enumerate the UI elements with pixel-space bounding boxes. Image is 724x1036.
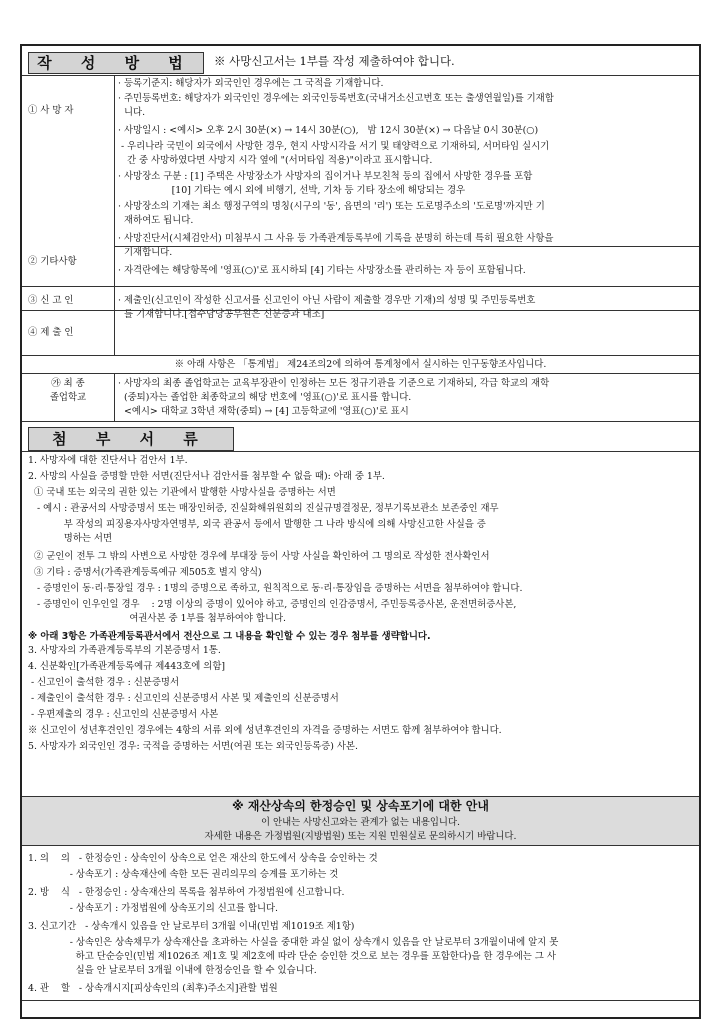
divider	[22, 286, 699, 287]
attachment-line: - 예시 : 관공서의 사망증명서 또는 매장인허증, 진실화해위원회의 진실규명결정문, 정부기록보관소 보존중인 재무	[28, 503, 499, 514]
divider	[22, 310, 699, 311]
column-divider	[114, 373, 115, 421]
inheritance-line: - 상속포기 : 가정법원에 상속포기의 신고를 합니다.	[28, 903, 279, 914]
instruction-line: · 제출인(신고인이 작성한 신고서를 신고인이 아닌 사람이 제출할 경우만 기재)의 성명 및 주민등록번호	[118, 295, 536, 306]
attachments-title: 첨 부 서 류	[28, 427, 234, 451]
attachment-line: - 신고인이 출석한 경우 : 신분증명서	[28, 677, 179, 688]
instruction-line: · 자격란에는 해당항목에 '영표(○)'로 표시하되 [4] 기타는 사망장소를 관리하는 자 등이 포함됩니다.	[118, 265, 526, 276]
attachment-line: ※ 아래 3항은 가족관계등록관서에서 전산으로 그 내용을 확인할 수 있는 경우 첨부를 생략합니다.	[28, 631, 431, 642]
attachment-line: - 우편제출의 경우 : 신고인의 신분증명서 사본	[28, 709, 219, 720]
label-final-school: ㉮ 최 종	[51, 378, 85, 389]
column-divider	[114, 75, 115, 355]
inheritance-line: 1. 의 의 - 한정승인 : 상속인이 상속으로 얻은 재산의 한도에서 상속을 승인하는 것	[28, 853, 378, 864]
instruction-line: - 우리나라 국민이 외국에서 사망한 경우, 현지 사망시각을 서기 및 태양력으로 기재하되, 서머타임 실시기	[118, 141, 550, 152]
inheritance-line: 실을 안 날로부터 3개월 이내에 한정승인을 할 수 있습니다.	[28, 965, 317, 976]
attachment-line: 1. 사망자에 대한 진단서나 검안서 1부.	[28, 455, 188, 466]
submission-note: ※ 사망신고서는 1부를 작성 제출하여야 합니다.	[214, 54, 455, 68]
label-final-school-2: 졸업학교	[49, 392, 87, 403]
instruction-line: · 사망일시 : <예시> 오후 2시 30분(×) → 14시 30분(○), 밤 12시 30분(×) → 다음날 0시 30분(○)	[118, 125, 539, 136]
attachment-line: 부 작성의 피징용자사망자연명부, 외국 관공서 등에서 발행한 그 나라 방식에 의해 사망신고한 사실을 증	[28, 519, 486, 530]
attachment-line: ※ 신고인이 성년후견인인 경우에는 4항의 서류 외에 성년후견인의 자격을 증명하는 서면도 함께 첨부하여야 합니다.	[28, 725, 502, 736]
statistics-note: ※ 아래 사항은 「통계법」 제24조의2에 의하여 통계청에서 실시하는 인구동향조사입니다.	[174, 359, 547, 370]
divider	[22, 373, 699, 374]
divider	[22, 845, 699, 846]
instruction-line: · 사망장소의 기재는 최소 행정구역의 명칭(시구의 '동', 읍면의 '리') 또는 도로명주소의 '도로명'까지만 기	[118, 201, 545, 212]
instruction-line: 간 중 사망하였다면 사망지 시각 옆에 "(서머타임 적용)"이라고 표시합니다.	[118, 155, 433, 166]
instruction-line: 재하여도 됩니다.	[118, 215, 194, 226]
attachment-line: ② 군인이 전투 그 밖의 사변으로 사망한 경우에 부대장 등이 사망 사실을 확인하여 그 명의로 작성한 전사확인서	[28, 551, 490, 562]
form-frame	[20, 44, 701, 1019]
inheritance-line: - 상속인은 상속채무가 상속재산을 초과하는 사실을 중대한 과실 없이 상속개시 있음을 안 날로부터 3개월이내에 알지 못	[28, 937, 559, 948]
attachment-line: ③ 기타 : 증명서(가족관계등록예규 제505호 별지 양식)	[28, 567, 262, 578]
inheritance-line: - 상속포기 : 상속재산에 속한 모든 권리의무의 승계를 포기하는 것	[28, 869, 339, 880]
inheritance-line: 3. 신고기간 - 상속개시 있음을 안 날로부터 3개월 이내(민법 제1019조 제1항)	[28, 921, 355, 932]
attachment-line: 5. 사망자가 외국인인 경우: 국적을 증명하는 서면(여권 또는 외국인등록증) 사본.	[28, 741, 358, 752]
label-submitter: ④ 제 출 인	[28, 327, 74, 338]
education-line: (중퇴)자는 졸업한 최종학교의 해당 번호에 '영표(○)'로 표시를 합니다.	[118, 392, 412, 403]
education-line: <예시> 대학교 3학년 재학(중퇴) → [4] 고등학교에 '영표(○)'로 표시	[118, 406, 409, 417]
inheritance-line: 하고 단순승인(민법 제1026조 제1호 및 제2호에 따라 단순 승인한 것으로 보는 경우를 포함한다)을 한 경우에는 그 사	[28, 951, 556, 962]
label-deceased: ① 사 망 자	[28, 105, 74, 116]
label-reporter: ③ 신 고 인	[28, 295, 74, 306]
divider	[22, 355, 699, 356]
attachment-line: 여권사본 중 1부를 첨부하여야 합니다.	[28, 613, 287, 624]
instruction-line: · 주민등록번호: 해당자가 외국인인 경우에는 외국인등록번호(국내거소신고번호 또는 출생연월일)를 기재합	[118, 93, 554, 104]
instruction-line: · 등록기준지: 해당자가 외국인인 경우에는 그 국적을 기재합니다.	[118, 78, 384, 89]
inheritance-heading: ※ 재산상속의 한정승인 및 상속포기에 대한 안내	[232, 799, 489, 813]
divider	[22, 75, 699, 76]
inheritance-sub2: 자세한 내용은 가정법원(지방법원) 또는 지원 민원실로 문의하시기 바랍니다.	[204, 831, 517, 842]
divider	[114, 246, 699, 247]
instruction-line: 를 기재합니다.[접수담당공무원은 신분증과 대조]	[118, 309, 325, 320]
attachment-line: 2. 사망의 사실을 증명할 만한 서면(진단서나 검안서를 첨부할 수 없을 때): 아래 중 1부.	[28, 471, 385, 482]
writing-method-title: 작 성 방 법	[28, 52, 204, 74]
attachment-line: ① 국내 또는 외국의 권한 있는 기관에서 발행한 사망사실을 증명하는 서면	[28, 487, 336, 498]
instruction-line: 기재합니다.	[118, 247, 173, 258]
inheritance-line: 4. 관 할 - 상속개시지[피상속인의 (최후)주소지]관할 법원	[28, 983, 278, 994]
instruction-line: · 사망진단서(시체검안서) 미첨부시 그 사유 등 가족관계등록부에 기록을 분명히 하는데 특히 필요한 사항을	[118, 233, 554, 244]
attachment-line: 명하는 서면	[28, 533, 113, 544]
divider	[22, 421, 699, 422]
attachment-line: 4. 신분확인[가족관계등록예규 제443호에 의함]	[28, 661, 226, 672]
instruction-line: · 사망장소 구분 : [1] 주택은 사망장소가 사망자의 집이거나 부모친척 등의 집에서 사망한 경우를 포함	[118, 171, 533, 182]
divider	[22, 451, 699, 452]
inheritance-line: 2. 방 식 - 한정승인 : 상속재산의 목록을 첨부하여 가정법원에 신고합니다.	[28, 887, 345, 898]
inheritance-sub1: 이 안내는 사망신고와는 관계가 없는 내용입니다.	[260, 817, 460, 828]
attachment-line: - 제출인이 출석한 경우 : 신고인의 신분증명서 사본 및 제출인의 신분증명서	[28, 693, 339, 704]
label-other: ② 기타사항	[28, 256, 77, 267]
attachment-line: - 증명인이 인우인일 경우 : 2명 이상의 증명이 있어야 하고, 증명인의 인감증명서, 주민등록증사본, 운전면허증사본,	[28, 599, 517, 610]
education-line: · 사망자의 최종 졸업학교는 교육부장관이 인정하는 모든 정규기관을 기준으로 기재하되, 각급 학교의 재학	[118, 378, 550, 389]
attachment-line: - 증명인이 동·리·통장일 경우 : 1명의 증명으로 족하고, 원칙적으로 동·리·통장임을 증명하는 서면을 첨부하여야 합니다.	[28, 583, 523, 594]
divider	[22, 1000, 699, 1001]
instruction-line: [10] 기타는 예시 외에 비행기, 선박, 기차 등 기타 장소에 해당되는 경우	[118, 185, 466, 196]
attachment-line: 3. 사망자의 가족관계등록부의 기본증명서 1통.	[28, 645, 221, 656]
instruction-line: 니다.	[118, 107, 146, 118]
